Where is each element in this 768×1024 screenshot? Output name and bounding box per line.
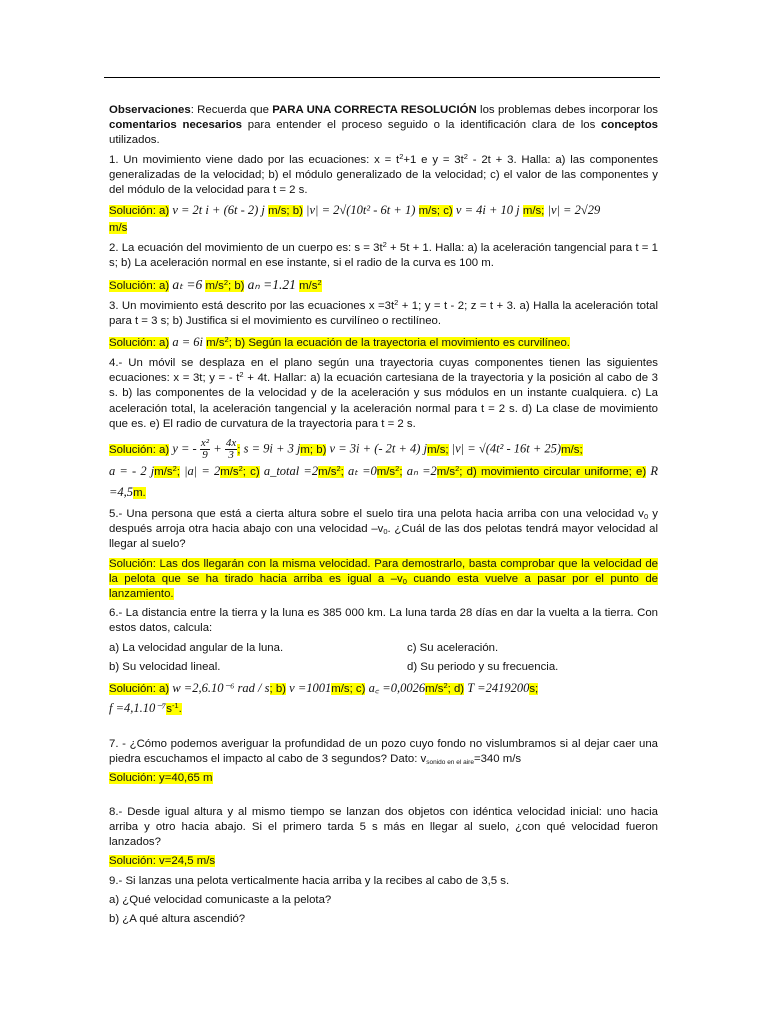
problem-2-solution: Solución: a) aₜ =6 $m/s^2$; b) aₙ =1.21 $m/s^2$ xyxy=(109,276,322,292)
observations-label: Observaciones xyxy=(109,104,191,116)
problem-6-items-row-1: a) La velocidad angular de la luna. c) Su aceleración. xyxy=(109,641,499,654)
problem-4-question: 4.- Un móvil se desplaza en el plano según una trayectoria cuyas componentes tienen las siguientes ecuaciones: x = 3t; y = - $t^2 + 4t$. Hallar: a) la ecuación cartesiana de la trayectoria y la posición al cabo de 3 s. b) las componentes de la velocidad y de la aceleración y sus módulos en un instante cualquiera. c) La aceleración total, la aceleración tangencial y la aceleración normal para t = 2 s. d) La clase de movimiento que es. e) El radio de curvatura de la trayectoria para t = 2 s. xyxy=(109,357,659,430)
problem-8-question: 8.- Desde igual altura y al mismo tiempo se lanzan dos objetos con idéntica velocidad inicial: uno hacia arriba y otro hacia abajo. Si el primero tarda 5 s más en llegar al suelo, ¿con qué velocidad fueron lanzados? xyxy=(109,805,658,849)
problem-6-question: 6.- La distancia entre la tierra y la luna es 385 000 km. La luna tarda 28 días en dar la vuelta a la tierra. Con estos datos, calcula: xyxy=(109,607,658,635)
problem-6-solution: Solución: a) w =2,6.10⁻⁶ rad / s; b) v =1001m/s; c) a꜀ $=0,0026m/s^2$; d) T =2419200s; $f =4,1.10^{-7}s^{-1}$. xyxy=(109,681,539,716)
fraction-4x-3: $\frac{4x}{3}$ xyxy=(225,437,237,462)
problem-1-question: 1. Un movimiento viene dado por las ecuaciones: $x = t^2+1$ e $y = 3t^2 - 2t + 3$. Halla: a) las componentes generalizadas de la velocidad; b) el módulo generalizado de la velocidad; c) el valor de las componentes y del módulo de la velocidad para t = 2 s. xyxy=(109,151,659,197)
header-rule xyxy=(104,77,660,78)
fraction-x2-9: $\frac{\text{x²}}{9}$ xyxy=(200,437,210,462)
problem-6-items-row-2: b) Su velocidad lineal. d) Su periodo y su frecuencia. xyxy=(109,660,559,673)
problem-3-question: 3. Un movimiento está descrito por las ecuaciones $x =3t^2 + 1$; y = t - 2; z = t + 3. a) Halla la aceleración total para t = 3 s; b) Justifica si el movimiento es curvilíneo o rectilíneo. xyxy=(109,297,658,327)
problem-7-question: 7. - ¿Cómo podemos averiguar la profundidad de un pozo cuyo fondo no vislumbramos si al dejar caer una piedra escuchamos el impacto al cabo de 3 segundos? Dato: $v_{sonido en el aire}=340$ m/s xyxy=(109,738,658,767)
problem-1-solution: Solución: a) v = 2t i + (6t - 2) j m/s; b) |v| = 2√(10t² - 6t + 1) m/s; c) v = 4i + 10 j m/s; |v| = 2√29 m/s xyxy=(109,203,601,235)
observations-paragraph: Observaciones: Recuerda que PARA UNA CORRECTA RESOLUCIÓN los problemas debes incorporar los comentarios necesarios para entender el proceso seguido o la identificación clara de los conceptos utilizados. xyxy=(109,104,658,147)
problem-4-solution: Solución: a) y = - $\frac{\text{x²}}{9}$ + $\frac{4x}{3}$ ; s = 9i + 3 jm; b) v = 3i + (- 2t + 4) jm/s; |v| = √(4t² - 16t + 25)m/s; a = - 2 $jm/s^2$; $|a| = 2m/s^2$; c) a_total $=2m/s^2$; $a_t =0m/s^2$; $a_n =2m/s^2$; d) movimiento circular uniforme; e) R =4,5m. xyxy=(109,437,658,500)
problem-2-question: 2. La ecuación del movimiento de un cuerpo es: $s = 3t^2 + 5t + 1$. Halla: a) la aceleración tangencial para t = 1 s; b) La aceleración normal en ese instante, si el radio de la curva es 100 m. xyxy=(109,240,658,270)
problem-3-solution: Solución: a) a = 6i $m/s^2$; b) Según la ecuación de la trayectoria el movimiento es curvilíneo. xyxy=(109,335,570,350)
problem-7-solution: Solución: y=40,65 m xyxy=(109,772,213,785)
problem-9-question: 9.- Si lanzas una pelota verticalmente hacia arriba y la recibes al cabo de 3,5 s. xyxy=(109,874,510,887)
problem-5-question: 5.- Una persona que está a cierta altura sobre el suelo tira una pelota hacia arriba con una velocidad $v_0$ y después arroja otra hacia abajo con una velocidad $-v_0$. ¿Cuál de las dos pelotas tendrá mayor velocidad al llegar al suelo? xyxy=(109,508,658,551)
problem-5-solution: Solución: Las dos llegarán con la misma velocidad. Para demostrarlo, basta comprobar que la velocidad de la pelota que se ha tirado hacia arriba es igual a $-v_0$ cuando esta vuelve a pasar por el punto de lanzamiento. xyxy=(109,557,658,601)
problem-8-solution: Solución: v=24,5 m/s xyxy=(109,855,216,868)
problem-9-item-b: b) ¿A qué altura ascendió? xyxy=(109,912,246,925)
document-body xyxy=(109,103,658,931)
problem-9-item-a: a) ¿Qué velocidad comunicaste a la pelota? xyxy=(109,893,332,906)
